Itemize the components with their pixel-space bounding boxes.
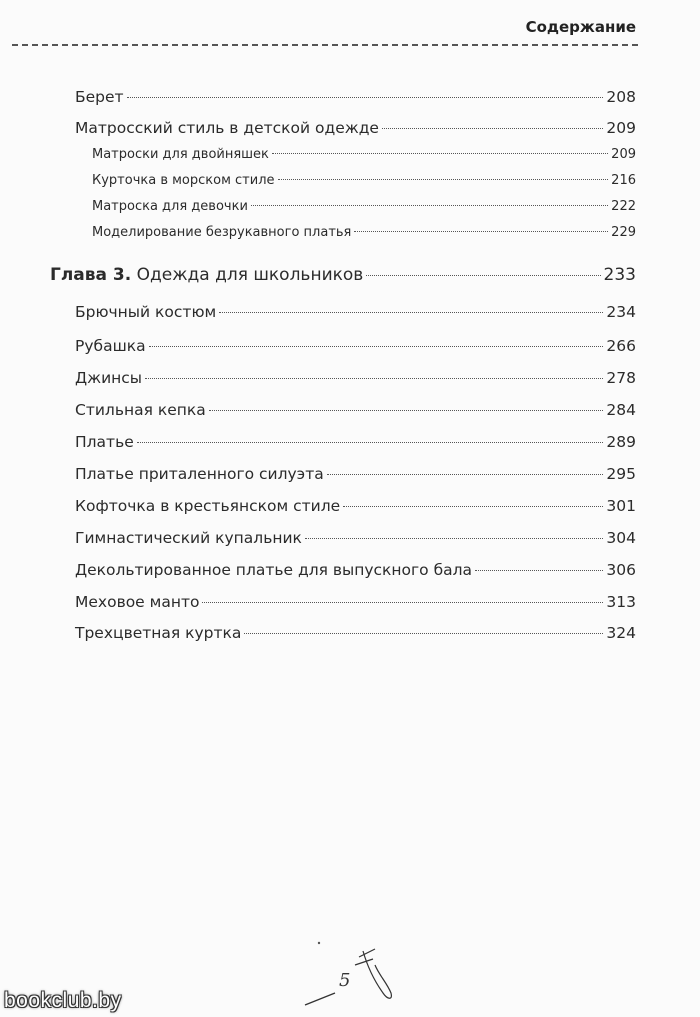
toc-dot-leader [219,312,603,313]
toc-entry-label: Моделирование безрукавного платья [92,225,352,240]
toc-page-number: 301 [606,497,636,515]
toc-entry-title [75,561,472,579]
toc-entry-title [75,624,241,642]
toc-page-number: 208 [606,88,636,106]
toc-entry-title [75,369,142,387]
toc-entry-label: Матросский стиль в детской одежде [75,119,379,137]
toc-entry [75,369,636,387]
page-number: 5 [339,970,351,991]
toc-entry-title [75,303,216,321]
toc-entry-title [75,119,379,137]
toc-dot-leader [127,97,604,98]
toc-entry [75,303,636,321]
toc-page-number: 278 [606,369,636,387]
toc-entry-label: Декольтированное платье для выпускного бала [75,561,473,579]
toc-entry [92,199,636,214]
toc-entry-label: Платье приталенного силуэта [75,465,324,483]
toc-entry-label: Курточка в морском стиле [92,173,275,188]
toc-entry-label: Матроска для девочки [92,199,248,214]
toc-entry-label: Брючный костюм [75,303,217,321]
toc-entry-title [92,199,248,214]
page-number-ornament [295,935,415,1015]
toc-entry-label: Джинсы [75,369,143,387]
toc-entry-title [75,88,124,106]
toc-dot-leader [354,231,608,232]
toc-entry [92,225,636,240]
toc-entry [75,529,636,547]
toc-dot-leader [327,474,604,475]
toc-page-number: 306 [606,561,636,579]
toc-entry [75,624,636,642]
toc-dot-leader [343,506,603,507]
toc-page-number: 313 [606,593,636,611]
toc-page-number: 295 [606,465,636,483]
toc-chapter-heading [50,265,636,285]
toc-page-number: 289 [606,433,636,451]
toc-entry [75,119,636,137]
toc-entry-label: Одежда для школьников [136,265,364,285]
toc-page-number: 209 [606,119,636,137]
toc-entry [75,593,636,611]
toc-dot-leader [202,602,603,603]
toc-dot-leader [244,633,603,634]
toc-dot-leader [251,205,608,206]
toc-dot-leader [209,410,604,411]
header-dashed-rule [12,44,638,46]
toc-entry [75,337,636,355]
toc-entry-label: Матроски для двойняшек [92,147,269,162]
toc-entry [75,401,636,419]
toc-page-number: 284 [606,401,636,419]
toc-entry-label: Трехцветная куртка [75,624,242,642]
toc-page-number: 266 [606,337,636,355]
toc-entry [75,561,636,579]
toc-page-number: 324 [606,624,636,642]
toc-entry-label: Берет [75,88,124,106]
toc-page-number: 216 [611,173,636,188]
toc-entry-title [75,401,206,419]
toc-entry-title [75,593,199,611]
toc-page-number: 222 [611,199,636,214]
toc-entry-title [92,225,351,240]
site-watermark: bookclub.by [4,989,122,1012]
toc-entry-label: Платье [75,433,134,451]
toc-entry-title [75,465,324,483]
toc-dot-leader [305,538,603,539]
toc-chapter-number: Глава 3. [50,265,132,285]
toc-dot-leader [145,378,603,379]
toc-entry-title [92,147,269,162]
toc-page-number: 229 [611,225,636,240]
toc-dot-leader [272,153,608,154]
running-header-title: Содержание [525,18,636,36]
toc-entry-label: Стильная кепка [75,401,206,419]
toc-entry-title [50,265,363,285]
toc-entry [92,173,636,188]
toc-entry-title [75,497,340,515]
toc-dot-leader [366,275,600,276]
toc-entry-label: Рубашка [75,337,146,355]
toc-dot-leader [137,442,604,443]
toc-entry-label: Меховое манто [75,593,200,611]
toc-entry [75,465,636,483]
toc-page-number: 304 [606,529,636,547]
toc-page-number: 209 [611,147,636,162]
toc-entry-title [75,433,134,451]
toc-entry-title [75,337,146,355]
toc-entry-title [75,529,302,547]
toc-entry [75,497,636,515]
toc-entry-title [92,173,275,188]
reverse-side-show-through [180,680,480,732]
toc-entry-label: Гимнастический купальник [75,529,302,547]
toc-dot-leader [278,179,609,180]
toc-dot-leader [382,128,603,129]
toc-page-number: 233 [603,265,636,285]
toc-entry [75,433,636,451]
toc-dot-leader [149,346,604,347]
toc-entry-label: Кофточка в крестьянском стиле [75,497,341,515]
toc-page-number: 234 [606,303,636,321]
toc-dot-leader [475,570,603,571]
toc-entry [75,88,636,106]
toc-entry [92,147,636,162]
